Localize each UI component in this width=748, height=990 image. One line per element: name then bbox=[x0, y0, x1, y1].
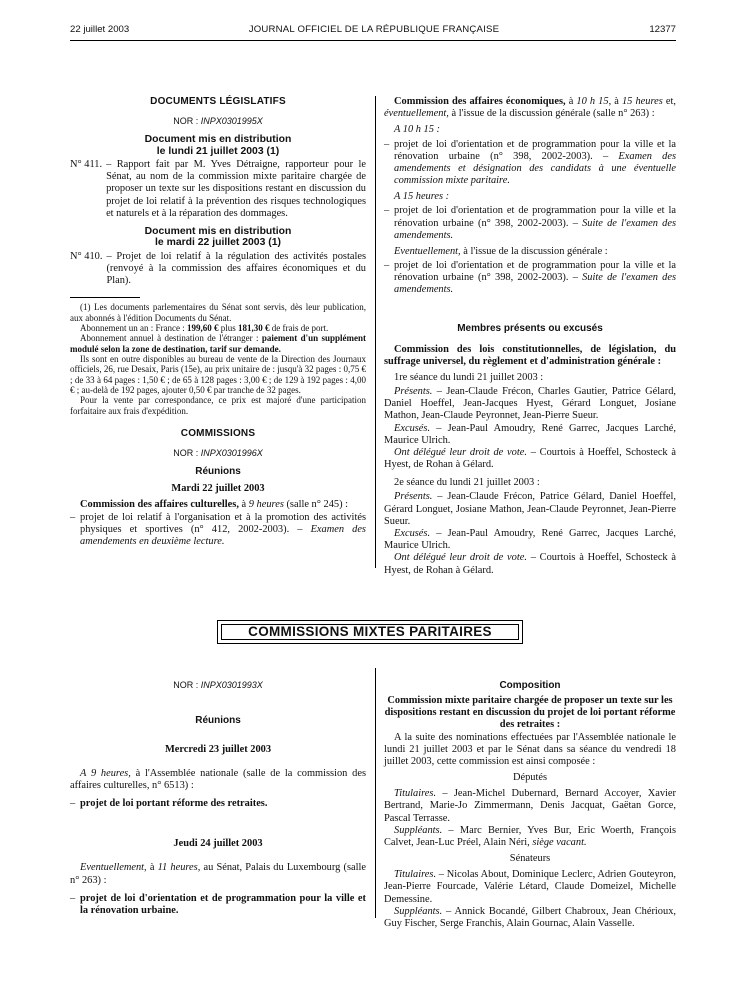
nor-reference-cmp: NOR : INPX0301993X bbox=[173, 680, 263, 690]
cmp-meeting-2: Eventuellement, à 11 heures, au Sénat, Palais du Luxembourg (salle n° 263) : bbox=[70, 862, 366, 886]
senateurs-heading: Sénateurs bbox=[509, 853, 551, 865]
right-column-top bbox=[384, 96, 676, 577]
cmp-agenda-item-2: – projet de loi d'orientation et de programmation pour la ville et la rénovation urbaine. bbox=[70, 892, 366, 916]
header-rule bbox=[70, 40, 676, 41]
members-heading: Membres présents ou excusés bbox=[457, 322, 603, 334]
header-page-number: 12377 bbox=[649, 24, 676, 35]
left-column-bottom bbox=[70, 680, 366, 917]
deputes-suppleants: Suppléants. – Marc Bernier, Yves Bur, Eric Woerth, François Calvet, Jean-Luc Préel, Alain Néri, siège vacant. bbox=[384, 824, 676, 848]
nor-reference-commissions: NOR : INPX0301996X bbox=[173, 447, 263, 458]
seance-2-heading: 2e séance du lundi 21 juillet 2003 : bbox=[394, 477, 540, 489]
document-entry-410: N° 410. – Projet de loi relatif à la régulation des activités postales (renvoyé à la commission des affaires économiques et du Plan). bbox=[70, 250, 366, 287]
agenda-item-1: – projet de loi d'orientation et de programmation pour la ville et la rénovation urbaine (n° 398, 2002-2003). – Examen des amendements et désignation des candidats à une éventuelle commission mixte paritaire. bbox=[384, 138, 676, 187]
section-title-commissions: COMMISSIONS bbox=[180, 428, 256, 440]
agenda-item-2: – projet de loi d'orientation et de programmation pour la ville et la rénovation urbaine (n° 398, 2002-2003). – Suite de l'examen des amendements. bbox=[384, 205, 676, 241]
section-banner-title: COMMISSIONS MIXTES PARITAIRES bbox=[221, 624, 519, 640]
column-divider-top bbox=[375, 96, 376, 568]
seance-2-delegations: Ont délégué leur droit de vote. – Courtois à Hoeffel, Schosteck à Hyest, de Rohan à Gélard. bbox=[384, 552, 677, 576]
cmp-reunions-heading: Réunions bbox=[195, 714, 241, 726]
deputes-titulaires: Titulaires. – Jean-Michel Dubernard, Bernard Accoyer, Xavier Bertrand, Marie-Jo Zimmermann, Denis Jacquat, Gaëtan Gorce, Pascal Terrasse. bbox=[384, 788, 676, 824]
left-column-top bbox=[70, 96, 366, 548]
deputes-heading: Députés bbox=[512, 772, 548, 784]
seance-1-presents: Présents. – Jean-Claude Frécon, Charles Gautier, Patrice Gélard, Daniel Hoeffel, Jean-Jacques Hyest, Gérard Longuet, Josiane Mathon, Jean-Claude Peyronnet, Jean-Pierre Sueur. bbox=[384, 386, 676, 422]
column-divider-bottom bbox=[375, 668, 376, 918]
seance-1-heading: 1re séance du lundi 21 juillet 2003 : bbox=[394, 371, 544, 383]
cmp-meeting-1: A 9 heures, à l'Assemblée nationale (salle de la commission des affaires culturelles, n° 6513) : bbox=[70, 767, 366, 791]
time-heading-1: A 10 h 15 : bbox=[394, 124, 440, 136]
footnote: (1) Les documents parlementaires du Sénat sont servis, dès leur publication, aux abonnés à l'édition Documents du Sénat. Abonnement un an : France : 199,60 € plus 181,30 € de frais de port. Abonnement annuel à destination de l'étranger : paiement d'un supplément modulé selon la zone de destination, tarif sur demande. Ils sont en outre disponibles au bureau de vente de la Direction des Journaux officiels, 26, rue Desaix, Paris (15e), au prix unitaire de : jusqu'à 32 pages : 0,75 € ; de 33 à 64 pages : 1,50 € ; de 65 à 128 pages : 3,00 € ; de 129 à 192 pages : 4,00 € ; au-delà de 192 pages, ajouter 0,50 € par tranche de 32 pages. Pour la vente par correspondance, ce prix est majoré d'une participation forfaitaire aux frais d'expédition. bbox=[70, 302, 366, 416]
cmp-date-2: Jeudi 24 juillet 2003 bbox=[173, 838, 263, 850]
time-heading-3: Eventuellement, à l'issue de la discussion générale : bbox=[394, 245, 608, 257]
senateurs-titulaires: Titulaires. – Nicolas About, Dominique Leclerc, Adrien Gouteyron, Jean-Pierre Fourcade, Valérie Létard, Claude Domeizel, Michelle Demessine. bbox=[384, 869, 676, 905]
commission-economic: Commission des affaires économiques, à 10 h 15, à 15 heures et, éventuellement, à l'issue de la discussion générale (salle n° 263) : bbox=[384, 96, 676, 120]
commission-culture: Commission des affaires culturelles, à 9 heures (salle n° 245) : bbox=[80, 499, 349, 511]
senateurs-suppleants: Suppléants. – Annick Bocandé, Gilbert Chabroux, Jean Chérioux, Guy Fischer, Serge Franchis, Alain Gournac, Alain Vasselle. bbox=[384, 905, 676, 929]
time-heading-2: A 15 heures : bbox=[394, 191, 450, 203]
distribution-heading-1: Document mis en distribution le lundi 21 juillet 2003 (1) bbox=[144, 134, 292, 157]
seance-1-delegations: Ont délégué leur droit de vote. – Courtois à Hoeffel, Schosteck à Hyest, de Rohan à Gélard. bbox=[384, 446, 677, 471]
seance-2-presents: Présents. – Jean-Claude Frécon, Patrice Gélard, Daniel Hoeffel, Gérard Longuet, Josiane Mathon, Jean-Claude Peyronnet, Jean-Pierre Sueur. bbox=[384, 491, 676, 527]
composition-heading: Composition bbox=[499, 680, 561, 691]
agenda-item-3: – projet de loi d'orientation et de programmation pour la ville et la rénovation urbaine (n° 398, 2002-2003). – Suite de l'examen des amendements. bbox=[384, 260, 676, 296]
right-column-bottom bbox=[384, 680, 676, 930]
cmp-agenda-item-1: – projet de loi portant réforme des retraites. bbox=[70, 798, 268, 810]
composition-text: A la suite des nominations effectuées par l'Assemblée nationale le lundi 21 juillet 2003 et par le Sénat dans sa séance du vendredi 18 juillet 2003, cette commission est ainsi composée : bbox=[384, 731, 676, 767]
header-title: JOURNAL OFFICIEL DE LA RÉPUBLIQUE FRANÇAISE bbox=[248, 24, 500, 35]
distribution-heading-2: Document mis en distribution le mardi 22 juillet 2003 (1) bbox=[144, 225, 292, 249]
meeting-date: Mardi 22 juillet 2003 bbox=[171, 483, 265, 495]
cmp-date-1: Mercredi 23 juillet 2003 bbox=[164, 743, 272, 755]
seance-2-excuses: Excusés. – Jean-Paul Amoudry, René Garrec, Jacques Larché, Maurice Ulrich. bbox=[384, 527, 676, 552]
header-date: 22 juillet 2003 bbox=[70, 24, 130, 35]
reunions-heading: Réunions bbox=[195, 466, 241, 478]
document-entry-411: N° 411. – Rapport fait par M. Yves Détraigne, rapporteur pour le Sénat, au nom de la commission mixte paritaire chargée de proposer un texte sur les dispositions restant en discussion du projet de loi relatif à la prévention des risques technologiques et naturels et à la réparation des dommages. bbox=[70, 159, 366, 219]
agenda-item: – projet de loi relatif à l'organisation et à la promotion des activités physiques et sportives (n° 412, 2002-2003). – Examen des amendements en deuxième lecture. bbox=[70, 511, 366, 547]
section-banner bbox=[217, 620, 523, 644]
seance-1-excuses: Excusés. – Jean-Paul Amoudry, René Garrec, Jacques Larché, Maurice Ulrich. bbox=[384, 422, 676, 446]
section-title-documents: DOCUMENTS LÉGISLATIFS bbox=[150, 96, 286, 107]
nor-reference: NOR : INPX0301995X bbox=[173, 115, 263, 126]
composition-commission-name: Commission mixte paritaire chargée de proposer un texte sur les dispositions restant en discussion du projet de loi portant réforme des retraites : bbox=[384, 695, 676, 731]
commission-lois: Commission des lois constitutionnelles, de législation, du suffrage universel, du règlement et d'administration générale : bbox=[384, 343, 676, 367]
